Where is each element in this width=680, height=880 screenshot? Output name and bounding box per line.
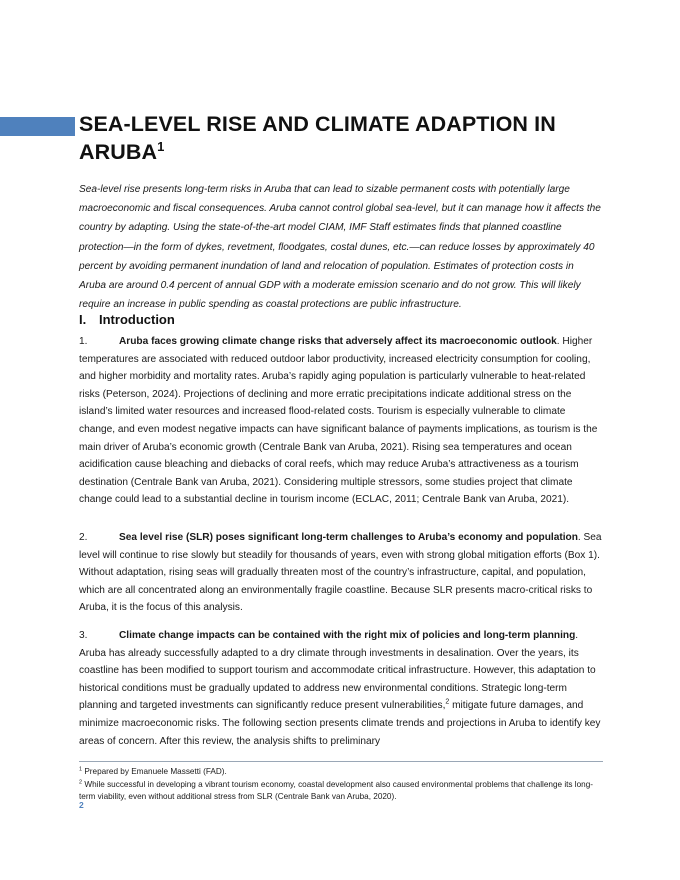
paragraph-lead-end: . [556,336,560,347]
paragraph-number: 1. [79,336,88,347]
title-text: SEA-LEVEL RISE AND CLIMATE ADAPTION IN ARUBA [79,112,556,164]
paragraph-body: Sea level will continue to rise slowly but steadily for thousands of years, even with strong global mitigation efforts (Box 1). Without adaptation, rising seas will gradually threaten most of the country’s infrastructure, capital, and population, which are all concentrated along an environmentally fragile coastline. Because SLR presents macro-critical risks to Aruba, it is the focus of this analysis. [79,532,602,614]
paragraph-lead-end: . [577,532,581,543]
section-number: I. [79,312,87,327]
paragraph-lead: Aruba faces growing climate change risks that adversely affect its macroeconomic outlook [119,336,557,347]
paragraph-1 [79,333,603,509]
paragraph-2 [79,529,603,617]
footnote-1 [79,766,603,778]
paragraph-number: 3. [79,630,88,641]
paragraph-body-continued: mitigate future damages, and minimize macroeconomic risks. The following section presents climate trends and projections in Aruba to identify key areas of concern. After this review, the analysis shifts to preliminary [79,700,601,747]
footnote-ref-2[interactable]: 2 [445,699,450,706]
page-number: 2 [79,800,84,810]
paragraph-lead-end: . [575,630,579,641]
paragraph-3 [79,627,603,750]
title-accent-bar [0,117,75,136]
document-title [79,110,619,166]
paragraph-lead: Sea level rise (SLR) poses significant long-term challenges to Aruba’s economy and population [119,532,578,543]
paragraph-lead: Climate change impacts can be contained with the right mix of policies and long-term planning [119,630,576,641]
footnote-divider [79,761,603,762]
paragraph-number: 2. [79,532,88,543]
paragraph-body: Aruba has already successfully adapted to a dry climate through investments in desalination. Over the years, its coastline has been modified to support tourism and accommodate critical infrastructure. However, this adaptation to historical conditions must be gradually updated to address new environmental conditions. Strategic long-term planning and targeted investments can significantly reduce present vulnerabilities, [79,647,596,712]
footnotes [79,766,603,804]
footnote-2 [79,779,603,802]
footnote-text: While successful in developing a vibrant tourism economy, coastal development also caused environmental problems that challenge its long-term viability, even without additional stress from SLR (Centrale Bank van Aruba, 2020). [79,780,593,801]
abstract: Sea-level rise presents long-term risks in Aruba that can lead to sizable permanent costs with potentially large macroeconomic and fiscal consequences. Aruba cannot control global sea-level, but it can manage how it affects the country by adapting. Using the state-of-the-art model CIAM, IMF Staff estimates finds that planned coastline protection—in the form of dykes, revetment, floodgates, costal dunes, etc.—can reduce losses by approximately 40 percent by avoiding permanent inundation of land and relocation of population. Estimates of protection costs in Aruba are around 0.4 percent of annual GDP with a moderate emission scenario and do not grow. This will likely require an increase in public spending as coastal protections are public infrastructure. [79,184,601,311]
section-heading [79,311,175,329]
section-title: Introduction [99,312,175,327]
footnote-text: Prepared by Emanuele Massetti (FAD). [82,767,227,776]
footnote-marker: 2 [79,779,83,786]
footnote-marker: 1 [79,766,83,773]
paragraph-body: Higher temperatures are associated with reduced outdoor labor productivity, increased electricity consumption for cooling, and higher morbidity and mortality rates. Aruba’s rapidly aging population is particularly vulnerable to heat-related risks (Peterson, 2024). Projections of declining and more erratic precipitations indicate additional stress on the island’s limited water resources and increased flood-related costs. Tourism is especially vulnerable to climate change, and even modest negative impacts can have significant balance of payments implications, as tourism is the main driver of Aruba’s economic growth (Centrale Bank van Aruba, 2021). Rising sea temperatures and ocean acidification cause bleaching and diebacks of coral reefs, which may reduce Aruba’s attractiveness as a tourism destination (Centrale Bank van Aruba, 2021). Considering multiple stressors, some studies project that climate change could lead to a substantial decline in tourism income (ECLAC, 2011; Centrale Bank van Aruba, 2021). [79,336,598,506]
title-footnote-ref[interactable]: 1 [157,138,165,154]
